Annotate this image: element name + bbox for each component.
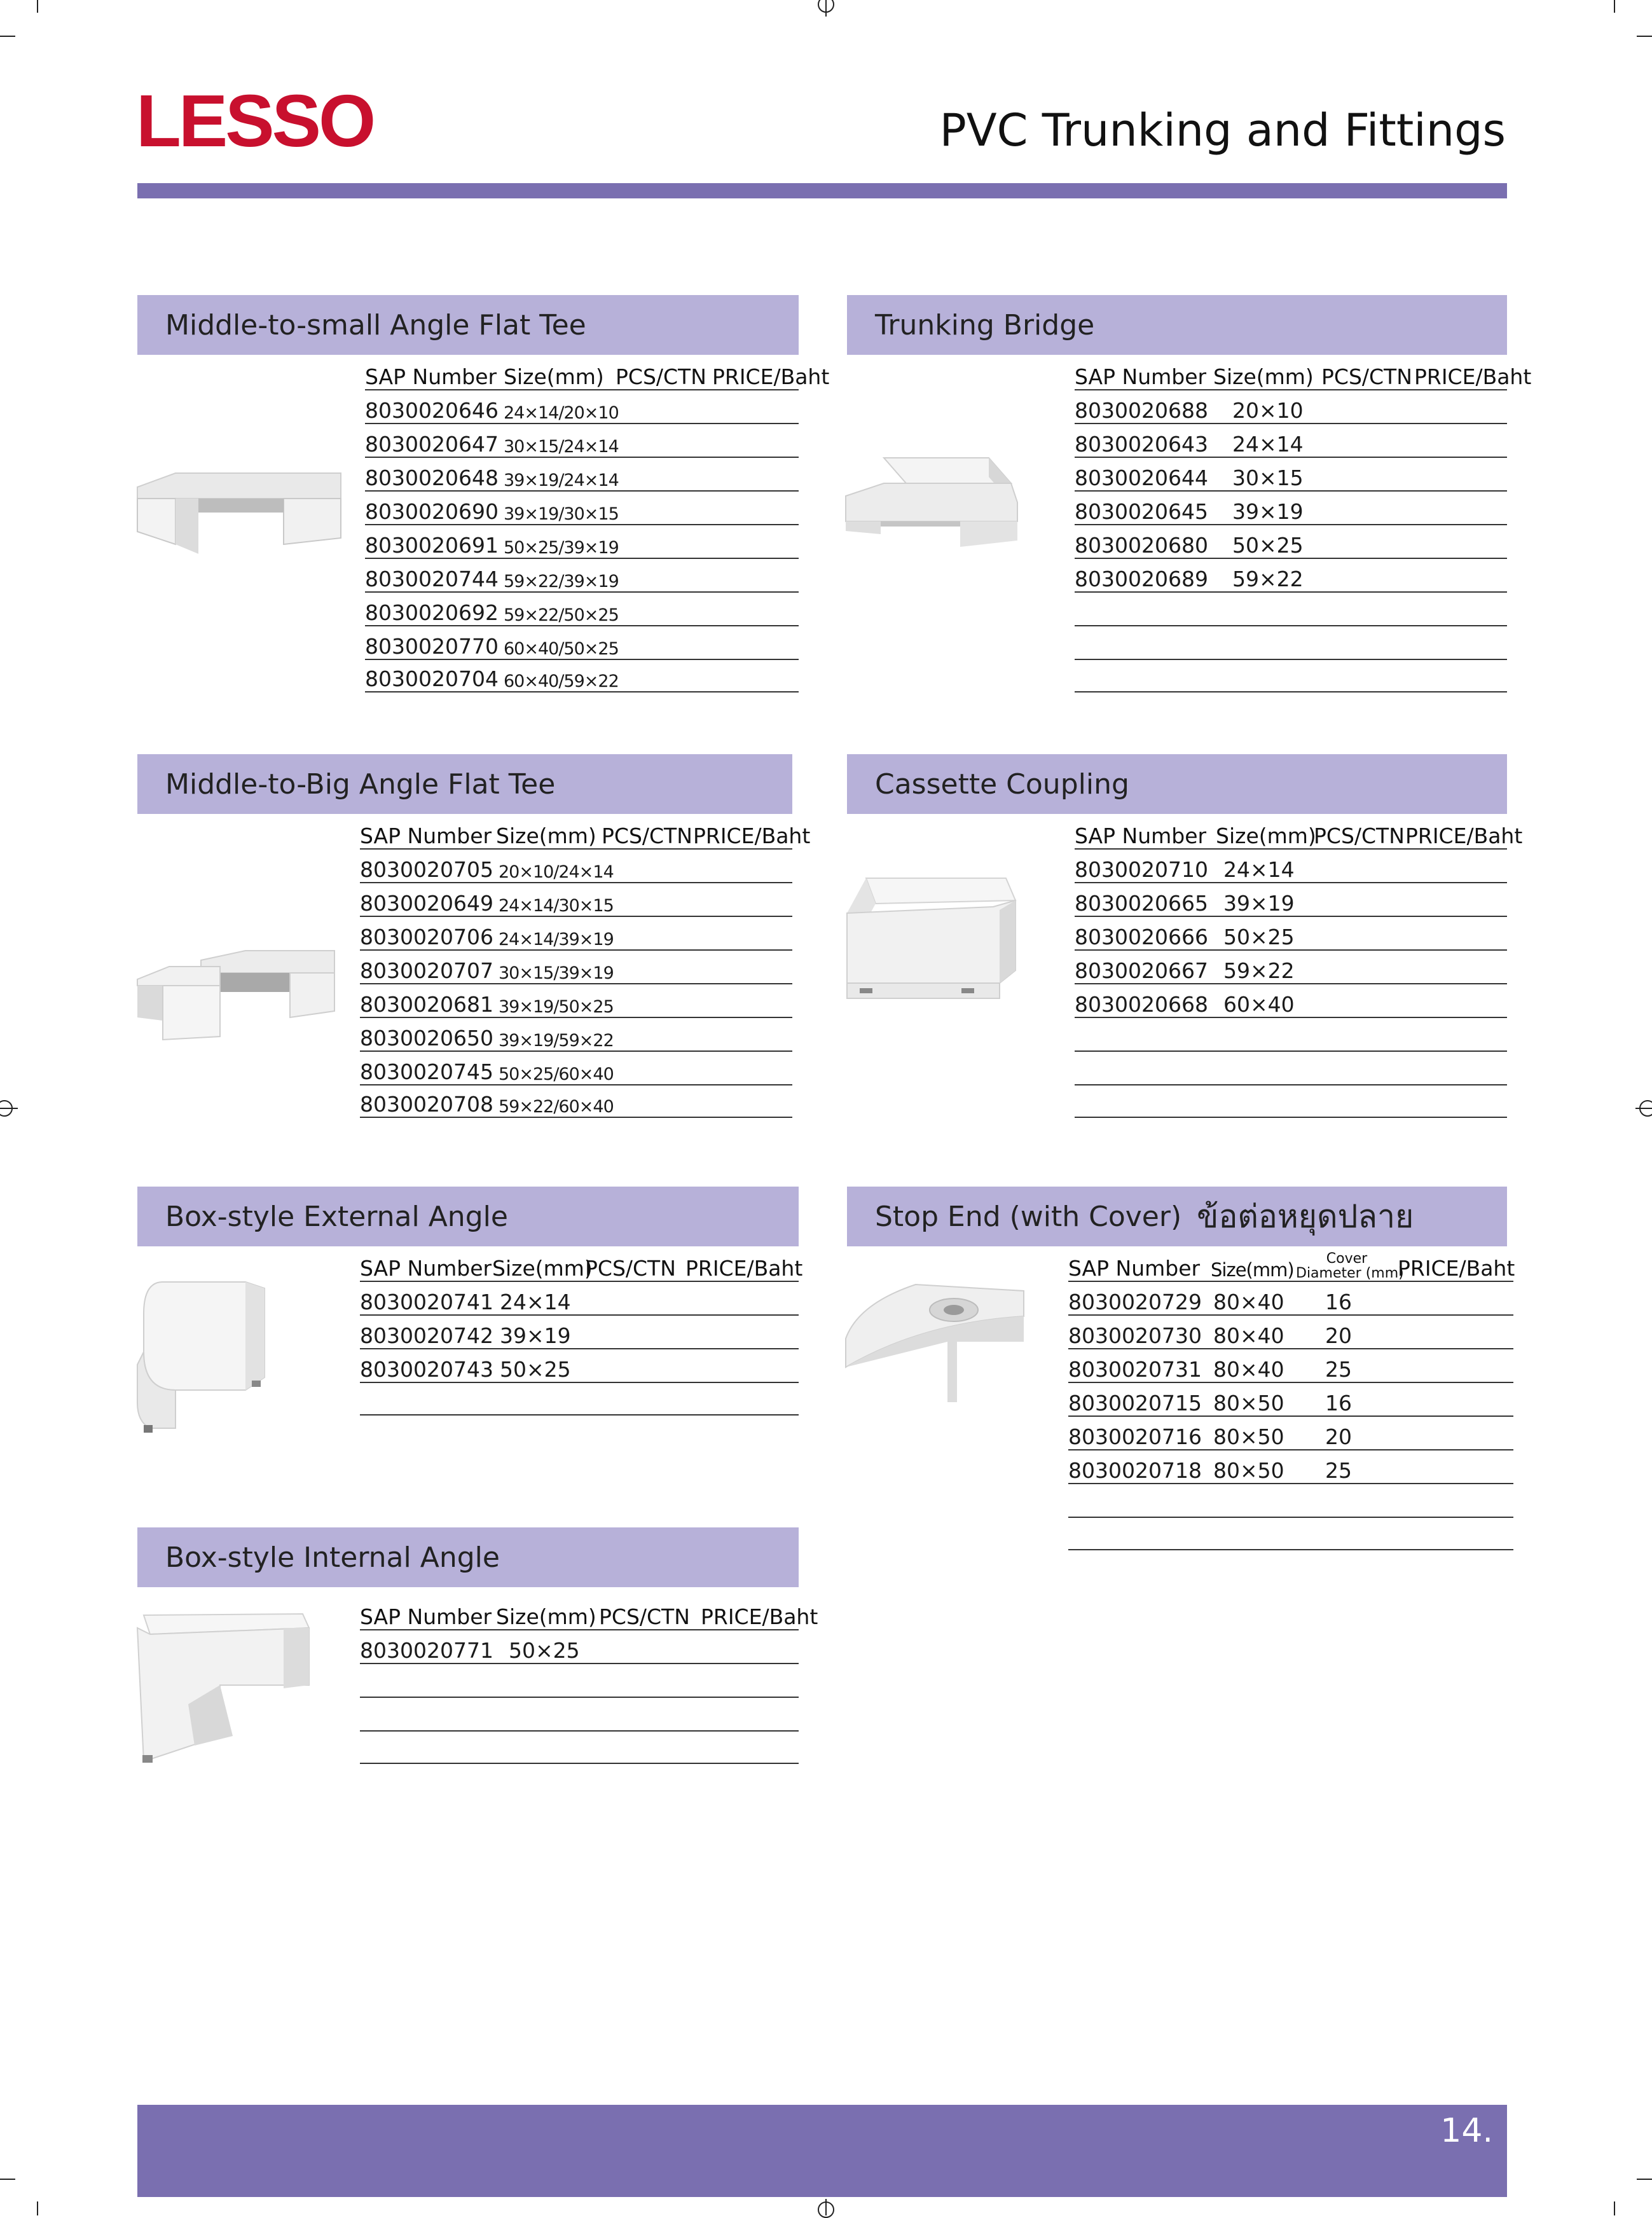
cover-cell: 20 <box>1325 1323 1352 1348</box>
table-row <box>1068 1416 1513 1449</box>
sap-cell: 8030020643 <box>1075 432 1208 457</box>
col-price: PRICE/Baht <box>712 364 830 389</box>
table-header <box>1075 815 1523 848</box>
sap-cell: 8030020689 <box>1075 567 1208 591</box>
section-title-text: Trunking Bridge <box>875 308 1095 341</box>
section-title <box>137 295 799 355</box>
sap-cell: 8030020708 <box>360 1092 493 1117</box>
section-title <box>847 1187 1507 1246</box>
size-cell: 80×50 <box>1213 1458 1284 1483</box>
size-cell: 39×19/50×25 <box>499 997 614 1017</box>
sap-cell: 8030020688 <box>1075 398 1208 423</box>
section-title <box>137 1527 799 1587</box>
col-pcs: PCS/CTN <box>599 1604 690 1629</box>
table-row <box>1075 983 1507 1017</box>
size-cell: 80×50 <box>1213 1424 1284 1449</box>
product-table <box>1068 1248 1513 1550</box>
table-row <box>360 949 792 983</box>
section-title-text: Box-style External Angle <box>165 1200 508 1233</box>
size-cell: 24×14 <box>1232 432 1304 457</box>
sap-cell: 8030020650 <box>360 1026 493 1050</box>
table-row <box>360 1084 792 1118</box>
table-row <box>1068 1281 1513 1314</box>
table-row <box>1075 558 1507 591</box>
table-header <box>1075 356 1532 389</box>
table-row <box>1075 659 1507 692</box>
sap-cell: 8030020691 <box>365 533 499 558</box>
sap-cell: 8030020690 <box>365 499 499 524</box>
size-cell: 39×19/30×15 <box>504 504 619 524</box>
size-cell: 80×40 <box>1213 1323 1284 1348</box>
registration-mark-icon <box>0 1108 18 1109</box>
col-price: PRICE/Baht <box>1414 364 1532 389</box>
table-row <box>1068 1382 1513 1416</box>
table-row <box>1075 524 1507 558</box>
crop-mark <box>1637 36 1652 37</box>
col-size: Size(mm) <box>496 823 596 848</box>
product-table <box>1075 815 1523 1118</box>
col-size: Size(mm) <box>504 364 604 389</box>
flat-tee-product-image <box>137 468 344 563</box>
sap-cell: 8030020704 <box>365 666 499 691</box>
table-row <box>360 1663 799 1697</box>
section-title <box>847 754 1507 814</box>
col-price: PRICE/Baht <box>693 823 811 848</box>
sap-cell: 8030020649 <box>360 891 493 916</box>
section-title-text: Cassette Coupling <box>875 768 1129 801</box>
size-cell: 59×22/60×40 <box>499 1097 614 1117</box>
table-row <box>360 882 792 916</box>
crop-mark <box>1614 0 1615 13</box>
size-cell: 24×14 <box>1223 857 1295 882</box>
table-header <box>1068 1248 1513 1281</box>
table-row <box>1075 882 1507 916</box>
size-cell: 80×40 <box>1213 1290 1284 1314</box>
table-row <box>360 1314 799 1348</box>
table-row <box>1075 389 1507 423</box>
size-cell: 59×22/39×19 <box>504 572 619 591</box>
size-cell: 20×10/24×14 <box>499 862 614 882</box>
table-row <box>360 1629 799 1663</box>
col-sap: SAP Number <box>1075 823 1207 848</box>
cover-cell: 25 <box>1325 1357 1352 1382</box>
trunking-bridge-product-image <box>846 445 1024 553</box>
page-number: 14. <box>1440 2112 1493 2150</box>
table-row <box>365 490 799 524</box>
table-row <box>1068 1314 1513 1348</box>
sap-cell: 8030020707 <box>360 958 493 983</box>
table-row <box>360 983 792 1017</box>
flat-tee-product-image <box>137 947 341 1043</box>
size-cell: 39×19 <box>500 1323 571 1348</box>
sap-cell: 8030020644 <box>1075 465 1208 490</box>
size-cell: 39×19/59×22 <box>499 1031 614 1050</box>
registration-mark-icon <box>825 2199 827 2215</box>
table-header <box>360 815 811 848</box>
table-row <box>365 558 799 591</box>
size-cell: 80×40 <box>1213 1357 1284 1382</box>
sap-cell: 8030020680 <box>1075 533 1208 558</box>
col-sap: SAP Number <box>1075 364 1207 389</box>
page-title: PVC Trunking and Fittings <box>939 104 1506 156</box>
size-cell: 60×40 <box>1223 992 1295 1017</box>
table-row <box>1075 848 1507 882</box>
section-title-thai: ข้อต่อหยุดปลาย <box>1197 1197 1414 1235</box>
col-sap: SAP Number <box>360 1604 492 1629</box>
size-cell: 50×25 <box>1232 533 1304 558</box>
table-header <box>360 1248 803 1281</box>
table-row <box>365 524 799 558</box>
size-cell: 30×15/24×14 <box>504 437 619 457</box>
table-row <box>1075 949 1507 983</box>
col-price: PRICE/Baht <box>701 1604 818 1629</box>
sap-cell: 8030020715 <box>1068 1391 1202 1416</box>
size-cell: 50×25/60×40 <box>499 1064 614 1084</box>
section-title <box>847 295 1507 355</box>
crop-mark <box>0 2179 15 2180</box>
sap-cell: 8030020681 <box>360 992 493 1017</box>
section-title <box>137 1187 799 1246</box>
header-divider <box>137 183 1507 198</box>
col-pcs: PCS/CTN <box>585 1256 676 1281</box>
crop-mark <box>37 2201 38 2215</box>
col-pcs: PCS/CTN <box>1314 823 1405 848</box>
size-cell: 24×14/30×15 <box>499 896 614 916</box>
col-sap: SAP Number <box>365 364 497 389</box>
size-cell: 24×14 <box>500 1290 571 1314</box>
sap-cell: 8030020745 <box>360 1059 493 1084</box>
footer-bar <box>137 2105 1507 2197</box>
table-row <box>1068 1483 1513 1517</box>
sap-cell: 8030020742 <box>360 1323 493 1348</box>
cover-cell: 16 <box>1325 1290 1352 1314</box>
section-title-text: Middle-to-Big Angle Flat Tee <box>165 768 556 801</box>
size-cell: 60×40/59×22 <box>504 672 619 691</box>
table-header <box>365 356 830 389</box>
col-size: Size(mm) <box>1213 364 1314 389</box>
table-row <box>1075 457 1507 490</box>
sap-cell: 8030020668 <box>1075 992 1208 1017</box>
table-row <box>365 625 799 659</box>
external-angle-product-image <box>137 1276 271 1438</box>
col-price: PRICE/Baht <box>1398 1256 1515 1281</box>
size-cell: 80×50 <box>1213 1391 1284 1416</box>
sap-cell: 8030020706 <box>360 925 493 949</box>
sap-cell: 8030020741 <box>360 1290 493 1314</box>
col-sap: SAP Number <box>360 1256 492 1281</box>
section-title-text: Box-style Internal Angle <box>165 1541 500 1574</box>
crop-mark <box>1637 2179 1652 2180</box>
logo: LESSO <box>136 79 374 162</box>
table-row <box>360 1348 799 1382</box>
col-pcs: PCS/CTN <box>1321 364 1412 389</box>
table-row <box>1068 1449 1513 1483</box>
table-row <box>365 659 799 692</box>
sap-cell: 8030020645 <box>1075 499 1208 524</box>
table-row <box>1075 591 1507 625</box>
table-row <box>360 1730 799 1764</box>
section-title-text: Middle-to-small Angle Flat Tee <box>165 308 586 341</box>
diameter-label: Diameter (mm) <box>1296 1265 1404 1281</box>
product-table <box>1075 356 1532 692</box>
table-row <box>1075 1050 1507 1084</box>
table-row <box>360 1697 799 1730</box>
sap-cell: 8030020705 <box>360 857 493 882</box>
size-cell: 50×25 <box>509 1638 580 1663</box>
sap-cell: 8030020771 <box>360 1638 493 1663</box>
col-pcs: PCS/CTN <box>602 823 692 848</box>
table-row <box>360 916 792 949</box>
cover-cell: 16 <box>1325 1391 1352 1416</box>
table-row <box>1068 1348 1513 1382</box>
col-size: Size(mm) <box>1211 1259 1294 1281</box>
sap-cell: 8030020647 <box>365 432 499 457</box>
size-cell: 50×25 <box>1223 925 1295 949</box>
table-row <box>365 457 799 490</box>
size-cell: 24×14/20×10 <box>504 403 619 423</box>
col-sap: SAP Number <box>1068 1256 1201 1281</box>
sap-cell: 8030020744 <box>365 567 499 591</box>
table-row <box>365 591 799 625</box>
crop-mark <box>1614 2201 1615 2215</box>
sap-cell: 8030020666 <box>1075 925 1208 949</box>
registration-mark-icon <box>825 0 827 17</box>
size-cell: 50×25 <box>500 1357 571 1382</box>
table-row <box>1075 1017 1507 1050</box>
table-row <box>360 1017 792 1050</box>
col-sap: SAP Number <box>360 823 492 848</box>
size-cell: 59×22 <box>1223 958 1295 983</box>
size-cell: 30×15/39×19 <box>499 963 614 983</box>
size-cell: 50×25/39×19 <box>504 538 619 558</box>
cover-cell: 20 <box>1325 1424 1352 1449</box>
product-table <box>360 1596 818 1764</box>
crop-mark <box>37 0 38 13</box>
table-row <box>1068 1517 1513 1550</box>
table-row <box>1075 1084 1507 1118</box>
table-row <box>1075 423 1507 457</box>
sap-cell: 8030020648 <box>365 465 499 490</box>
col-size: Size(mm) <box>1216 823 1316 848</box>
stop-end-product-image <box>846 1278 1030 1405</box>
product-table <box>360 1248 803 1416</box>
col-size: Size(mm) <box>496 1604 596 1629</box>
cover-label: Cover <box>1326 1250 1368 1267</box>
sap-cell: 8030020716 <box>1068 1424 1202 1449</box>
table-row <box>1075 916 1507 949</box>
sap-cell: 8030020667 <box>1075 958 1208 983</box>
size-cell: 39×19 <box>1223 891 1295 916</box>
col-size: Size(mm) <box>492 1256 593 1281</box>
sap-cell: 8030020730 <box>1068 1323 1202 1348</box>
table-row <box>1075 490 1507 524</box>
product-table <box>365 356 830 692</box>
size-cell: 60×40/50×25 <box>504 639 619 659</box>
table-row <box>1075 625 1507 659</box>
size-cell: 24×14/39×19 <box>499 930 614 949</box>
sap-cell: 8030020731 <box>1068 1357 1202 1382</box>
size-cell: 20×10 <box>1232 398 1304 423</box>
internal-angle-product-image <box>137 1609 315 1768</box>
table-row <box>360 1382 799 1416</box>
table-row <box>365 423 799 457</box>
col-pcs: PCS/CTN <box>616 364 706 389</box>
size-cell: 39×19/24×14 <box>504 471 619 490</box>
sap-cell: 8030020692 <box>365 600 499 625</box>
section-title <box>137 754 792 814</box>
table-header <box>360 1596 818 1629</box>
size-cell: 59×22 <box>1232 567 1304 591</box>
sap-cell: 8030020710 <box>1075 857 1208 882</box>
cover-cell: 25 <box>1325 1458 1352 1483</box>
table-row <box>365 389 799 423</box>
col-price: PRICE/Baht <box>685 1256 803 1281</box>
table-row <box>360 1281 799 1314</box>
size-cell: 30×15 <box>1232 465 1304 490</box>
sap-cell: 8030020646 <box>365 398 499 423</box>
col-price: PRICE/Baht <box>1405 823 1523 848</box>
sap-cell: 8030020718 <box>1068 1458 1202 1483</box>
section-title-text: Stop End (with Cover) <box>875 1200 1182 1233</box>
sap-cell: 8030020729 <box>1068 1290 1202 1314</box>
size-cell: 59×22/50×25 <box>504 605 619 625</box>
sap-cell: 8030020770 <box>365 634 499 659</box>
size-cell: 39×19 <box>1232 499 1304 524</box>
col-cover-diameter <box>1296 1250 1404 1281</box>
registration-mark-icon <box>1635 1108 1652 1109</box>
product-table <box>360 815 811 1118</box>
cassette-coupling-product-image <box>847 875 1019 1009</box>
crop-mark <box>0 36 15 37</box>
sap-cell: 8030020665 <box>1075 891 1208 916</box>
table-row <box>360 848 792 882</box>
table-row <box>360 1050 792 1084</box>
sap-cell: 8030020743 <box>360 1357 493 1382</box>
